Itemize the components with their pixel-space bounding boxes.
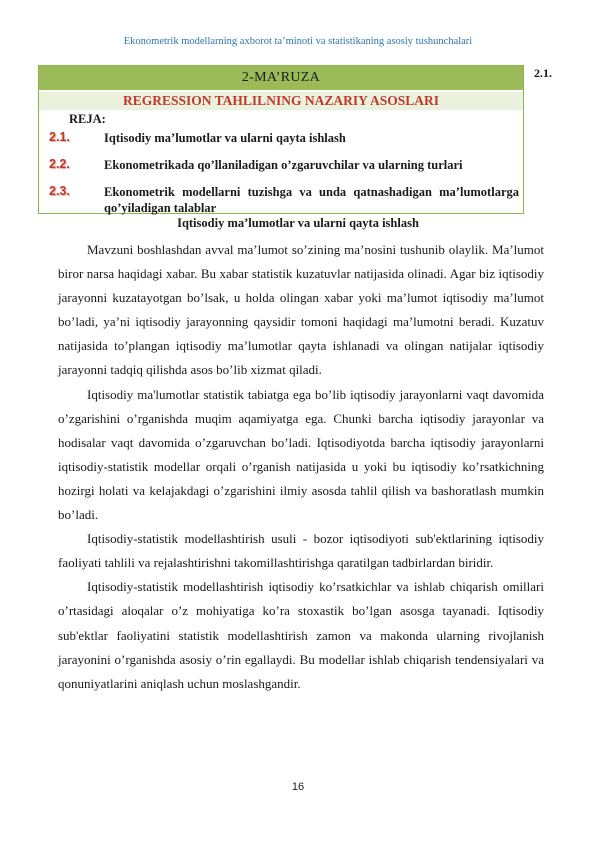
paragraph: Iqtisodiy-statistik modellashtirish iqtisodiy ko’rsatkichlar va ishlab chiqarish omillari o’rtasidagi aloqalar o’z mohiyatiga ko’ra stoxastik bo’lgan asosga tayanadi. Iqtisodiy sub'ektlar faoliyatini statistik modellashtirish zamon va makonda ularning rivojlanish jarayonini o’rganishda asosiy o’rin egallaydi. Bu modellar ishlab chiqarish tendensiyalari va qonuniyatlarini aniqlash uchun moslashgandir.: [58, 579, 544, 691]
lecture-title: 2-MA’RUZA: [39, 66, 523, 90]
section-title: Iqtisodiy ma’lumotlar va ularni qayta ishlash: [177, 216, 419, 230]
plan-label: REJA:: [69, 112, 106, 126]
paragraph: Iqtisodiy ma'lumotlar statistik tabiatga ega bo’lib iqtisodiy jarayonlarni vaqt davomida o’zgarishini o’rganishda muqim aqamiyatga ega. Chunki barcha iqtisodiy jarayonlar va hodisalar vaqt davomida o’zgaruvchan bo’ladi. Iqtisodiyotda barcha iqtisodiy jarayonlarni iqtisodiy-statistik modellar orqali o’rganish natijasida u yoki bu iqtisodiy ko’rsatkichning hozirgi holati va kelajakdagi o’zgarishini ilmiy asosda tahlil qilish va bashoratlash mumkin bo’ladi.: [58, 386, 544, 523]
running-header: Ekonometrik modellarning axborot ta’minoti va statistikaning asosiy tushunchalari: [123, 36, 473, 47]
page-number: 16: [291, 781, 305, 793]
body-text: [58, 238, 544, 696]
plan-item-text: Ekonometrikada qo’llaniladigan o’zgaruvchilar va ularning turlari: [104, 158, 463, 172]
plan-item-text: Ekonometrik modellarni tuzishga va unda qatnashadigan ma’lumotlarga qo’yiladigan talablar: [104, 185, 519, 215]
plan-item-text: Iqtisodiy ma’lumotlar va ularni qayta ishlash: [104, 131, 346, 145]
plan-item-number: 2.1.: [49, 130, 70, 144]
side-section-number: 2.1.: [534, 66, 552, 80]
plan-item-number: 2.2.: [49, 157, 70, 171]
lecture-subtitle: REGRESSION TAHLILNING NAZARIY ASOSLARI: [39, 92, 523, 110]
paragraph: Iqtisodiy-statistik modellashtirish usuli - bozor iqtisodiyoti sub'ektlarining iqtisodiy faoliyati tahlili va rejalashtirishni takomillashtirishga qaratilgan tadbirlardan biridir.: [58, 531, 544, 571]
plan-item-number: 2.3.: [49, 184, 70, 198]
lecture-plan-box: [38, 65, 524, 214]
paragraph: Mavzuni boshlashdan avval ma’lumot so’zining ma’nosini tushunib olaylik. Ma’lumot biror narsa haqidagi xabar. Bu xabar statistik kuzatuvlar natijasida olinadi. Agar biz iqtisodiy jarayonni kuzatayotgan bo’lsak, u holda olingan xabar yoki ma’lumot iqtisodiy ma’lumot bo’ladi, ya’ni iqtisodiy jarayonning qaysidir tomoni haqidagi ma’lumotni beradi. Kuzatuv natijasida to’plangan iqtisodiy ma’lumotlar qayta ishlanadi va olingan natijalar iqtisodiy jarayonni tadqiq qilishda asos bo’lib xizmat qiladi.: [58, 242, 544, 378]
